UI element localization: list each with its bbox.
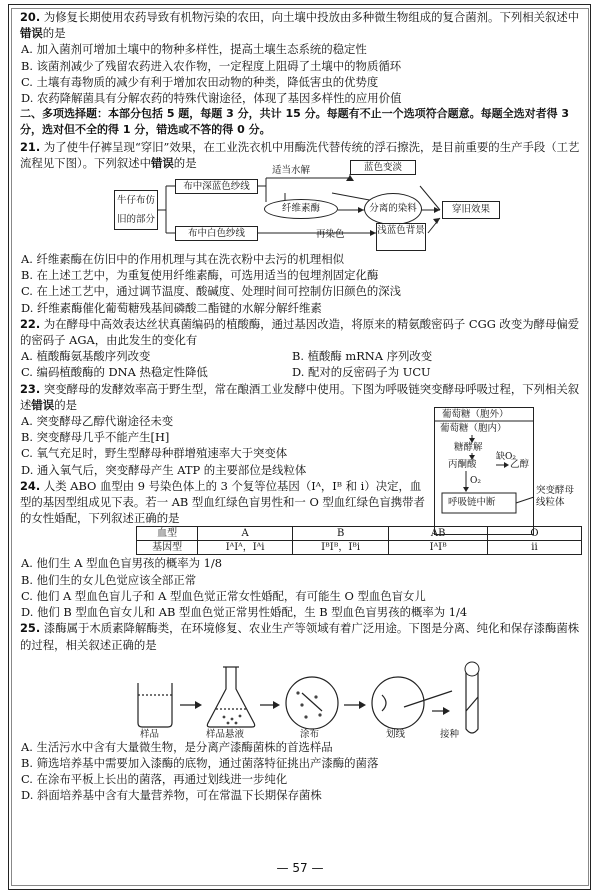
question-stem-end: 的是: [54, 397, 77, 412]
option-b: B. 突变酵母几乎不能产生[H]: [21, 430, 170, 445]
option-c: C. 编码植酸酶的 DNA 热稳定性降低: [21, 365, 208, 380]
question-number: 22.: [20, 316, 41, 331]
section-heading: 二、多项选择题：本部分包括 5 题，每题 3 分，共计 15 分。每题有不止一个选项符合题意。每题全选对者得 3 分，选对但不全的得 1 分，错选或不答的得 0 分。: [20, 107, 570, 137]
table-header-cell: AB: [389, 527, 488, 541]
question-stem: 人类 ABO 血型由 9 号染色体上的 3 个复等位基因（Iᴬ，Iᴮ 和 i）决定，血型的基因型组成见下表。若一 AB 型血红绿色盲男性和一 O 型血红绿色盲携带者的女性婚配，下列叙述正确的是: [20, 478, 425, 526]
diagram-restain-label: 再染色: [316, 229, 345, 241]
emphasis-word: 错误: [31, 397, 55, 412]
table-header-cell: O: [487, 527, 581, 541]
diagram-upper-yarn: 布中深蓝色纱线: [175, 179, 258, 194]
isolation-figure-drawing: [20, 653, 582, 739]
question-21: [20, 139, 582, 316]
option-a: A. 纤维素酶在仿旧中的作用机理与其在洗衣粉中去污的机理相似: [21, 252, 345, 267]
question-25: [20, 620, 582, 803]
option-a: A. 突变酵母乙醇代谢途径未变: [21, 414, 174, 429]
content: [20, 9, 582, 804]
table-cell: IᴮIᴮ，Iᴮi: [292, 541, 388, 555]
question-20: [20, 9, 582, 106]
figure-label-spread: 涂布: [300, 728, 320, 740]
question-22: [20, 316, 582, 381]
diagram-lower-yarn: 布中白色纱线: [175, 226, 258, 241]
diagram-effect: 穿旧效果: [442, 201, 500, 219]
oxygen-label: O₂: [470, 475, 481, 486]
option-d: D. 他们 B 型血色盲女儿和 AB 型血色觉正常男性婚配，生 B 型血色盲男孩的概率为 1/4: [21, 605, 468, 620]
question-stem: 突变酵母的发酵效率高于野生型，常在酿酒工业发酵中使用。下图为呼吸链突变酵母呼吸过程，下列相关叙述: [20, 381, 580, 412]
question-stem: 为修复长期使用农药导致有机物污染的农田，向土壤中投放由多种微生物组成的复合菌剂。下列相关叙述中: [43, 10, 580, 24]
option-c: C. 土壤有毒物质的减少有利于增加农田动物的种类，降低害虫的优势度: [21, 74, 379, 89]
option-d: D. 斜面培养基中含有大量营养物，可在常温下长期保存菌株: [21, 788, 322, 803]
option-d: D. 配对的反密码子为 UCU: [292, 365, 431, 380]
question-23-24-block: [20, 381, 582, 621]
question-number: 25.: [20, 621, 41, 636]
option-d: D. 农药降解菌具有分解农药的特殊代谢途径，体现了基因多样性的应用价值: [21, 91, 402, 106]
mitochondria-label: 突变酵母线粒体: [536, 484, 575, 508]
question-number: 24.: [20, 478, 41, 493]
diagram-dye: 分离的染料: [364, 193, 422, 225]
ethanol-label: 乙醇: [510, 458, 530, 470]
question-stem: 为了使牛仔裤呈现“穿旧”效果，在工业洗衣机中用酶洗代替传统的浮石擦洗，是目前重要的生产手段（工艺流程见下图）。下列叙述中: [20, 139, 580, 170]
question-stem: 漆酶属于木质素降解酶类，在环境修复、农业生产等领域有着广泛用途。下图是分离、纯化和保存漆酶菌株的过程，相关叙述正确的是: [20, 621, 580, 652]
lack-oxygen-label: 缺O₂: [496, 451, 516, 462]
question-stem: 为在酵母中高效表达丝状真菌编码的植酸酶，通过基因改造，将原来的精氨酸密码子 CGG 改变为酵母偏爱的密码子 AGA，由此发生的变化有: [20, 316, 580, 348]
table-header-cell: 血型: [137, 527, 198, 541]
table-row-label: 基因型: [137, 541, 198, 555]
table-cell: IᴬIᴮ: [389, 541, 488, 555]
option-c: C. 在上述工艺中，通过调节温度、酸碱度、处理时间可控制仿旧颜色的深浅: [21, 284, 402, 299]
table-header-cell: A: [198, 527, 293, 541]
option-c: C. 氧气充足时，野生型酵母种群增殖速率大于突变体: [21, 446, 288, 461]
figure-label-inoculate: 接种: [440, 728, 460, 740]
diagram-enzyme: 纤维素酶: [264, 199, 338, 219]
diagram-source-box: 牛仔布仿旧的部分: [114, 190, 158, 230]
table-row: [137, 541, 582, 555]
option-c: C. 他们 A 型血色盲儿子和 A 型血色觉正常女性婚配，有可能生 O 型血色盲女儿: [21, 588, 426, 603]
figure-label-suspension: 样品悬液: [206, 728, 245, 740]
question-number: 20.: [20, 10, 41, 24]
emphasis-word: 错误: [20, 26, 43, 41]
question-stem-end: 的是: [42, 26, 66, 41]
chain-break-label: 呼吸链中断: [448, 496, 496, 508]
option-b: B. 他们生的女儿色觉应该全部正常: [21, 572, 197, 587]
option-a: A. 生活污水中含有大量微生物，是分离产漆酶菌株的首选样品: [21, 739, 333, 754]
diagram-blue-fade: 蓝色变淡: [350, 160, 416, 175]
option-b: B. 在上述工艺中，为重复使用纤维素酶，可选用适当的包埋剂固定化酶: [21, 268, 379, 283]
option-a: A. 他们生 A 型血色盲男孩的概率为 1/8: [21, 556, 222, 571]
figure-label-streak: 划线: [386, 728, 406, 740]
option-b: B. 该菌剂减少了残留农药进入农作物，一定程度上阻碍了土壤中的物质循环: [21, 58, 402, 73]
option-d: D. 通入氧气后，突变酵母产生 ATP 的主要部位是线粒体: [21, 462, 307, 477]
option-row: [20, 364, 582, 380]
table-cell: IᴬIᴬ，Iᴬi: [198, 541, 293, 555]
option-b: B. 筛选培养基中需要加入漆酶的底物，通过菌落特征挑出产漆酶的菌落: [21, 755, 379, 770]
option-d: D. 纤维素酶催化葡萄糖残基间磷酸二酯键的水解分解纤维素: [21, 300, 322, 315]
option-row: [20, 348, 582, 364]
diagram-light-bg: 浅蓝色背景: [376, 223, 426, 251]
isolation-figure: [20, 653, 582, 739]
option-b: B. 植酸酶 mRNA 序列改变: [292, 349, 433, 364]
glucose-outside: 葡萄糖（胞外）: [442, 408, 509, 420]
page-number: — 57 —: [276, 861, 324, 875]
table-cell: ii: [487, 541, 581, 555]
option-a: A. 植酸酶氨基酸序列改变: [21, 349, 151, 364]
glycolysis-label: 糖酵解: [454, 441, 483, 453]
table-header-cell: B: [292, 527, 388, 541]
pyruvate-label: 丙酮酸: [448, 458, 477, 470]
option-a: A. 加入菌剂可增加土壤中的物种多样性，提高土壤生态系统的稳定性: [21, 42, 367, 57]
glucose-inside: 葡萄糖（胞内）: [440, 422, 507, 434]
question-number: 21.: [20, 139, 41, 154]
question-24-stem-wrap: [20, 478, 428, 527]
diagram-hydrolysis-label: 适当水解: [272, 165, 311, 177]
figure-label-sample: 样品: [140, 728, 160, 740]
question-stem-end: 的是: [173, 155, 197, 170]
respiration-diagram: [434, 407, 579, 535]
question-number: 23.: [20, 381, 41, 396]
option-c: C. 在涂布平板上长出的菌落，再通过划线进一步纯化: [21, 772, 288, 787]
emphasis-word: 错误: [151, 155, 174, 170]
